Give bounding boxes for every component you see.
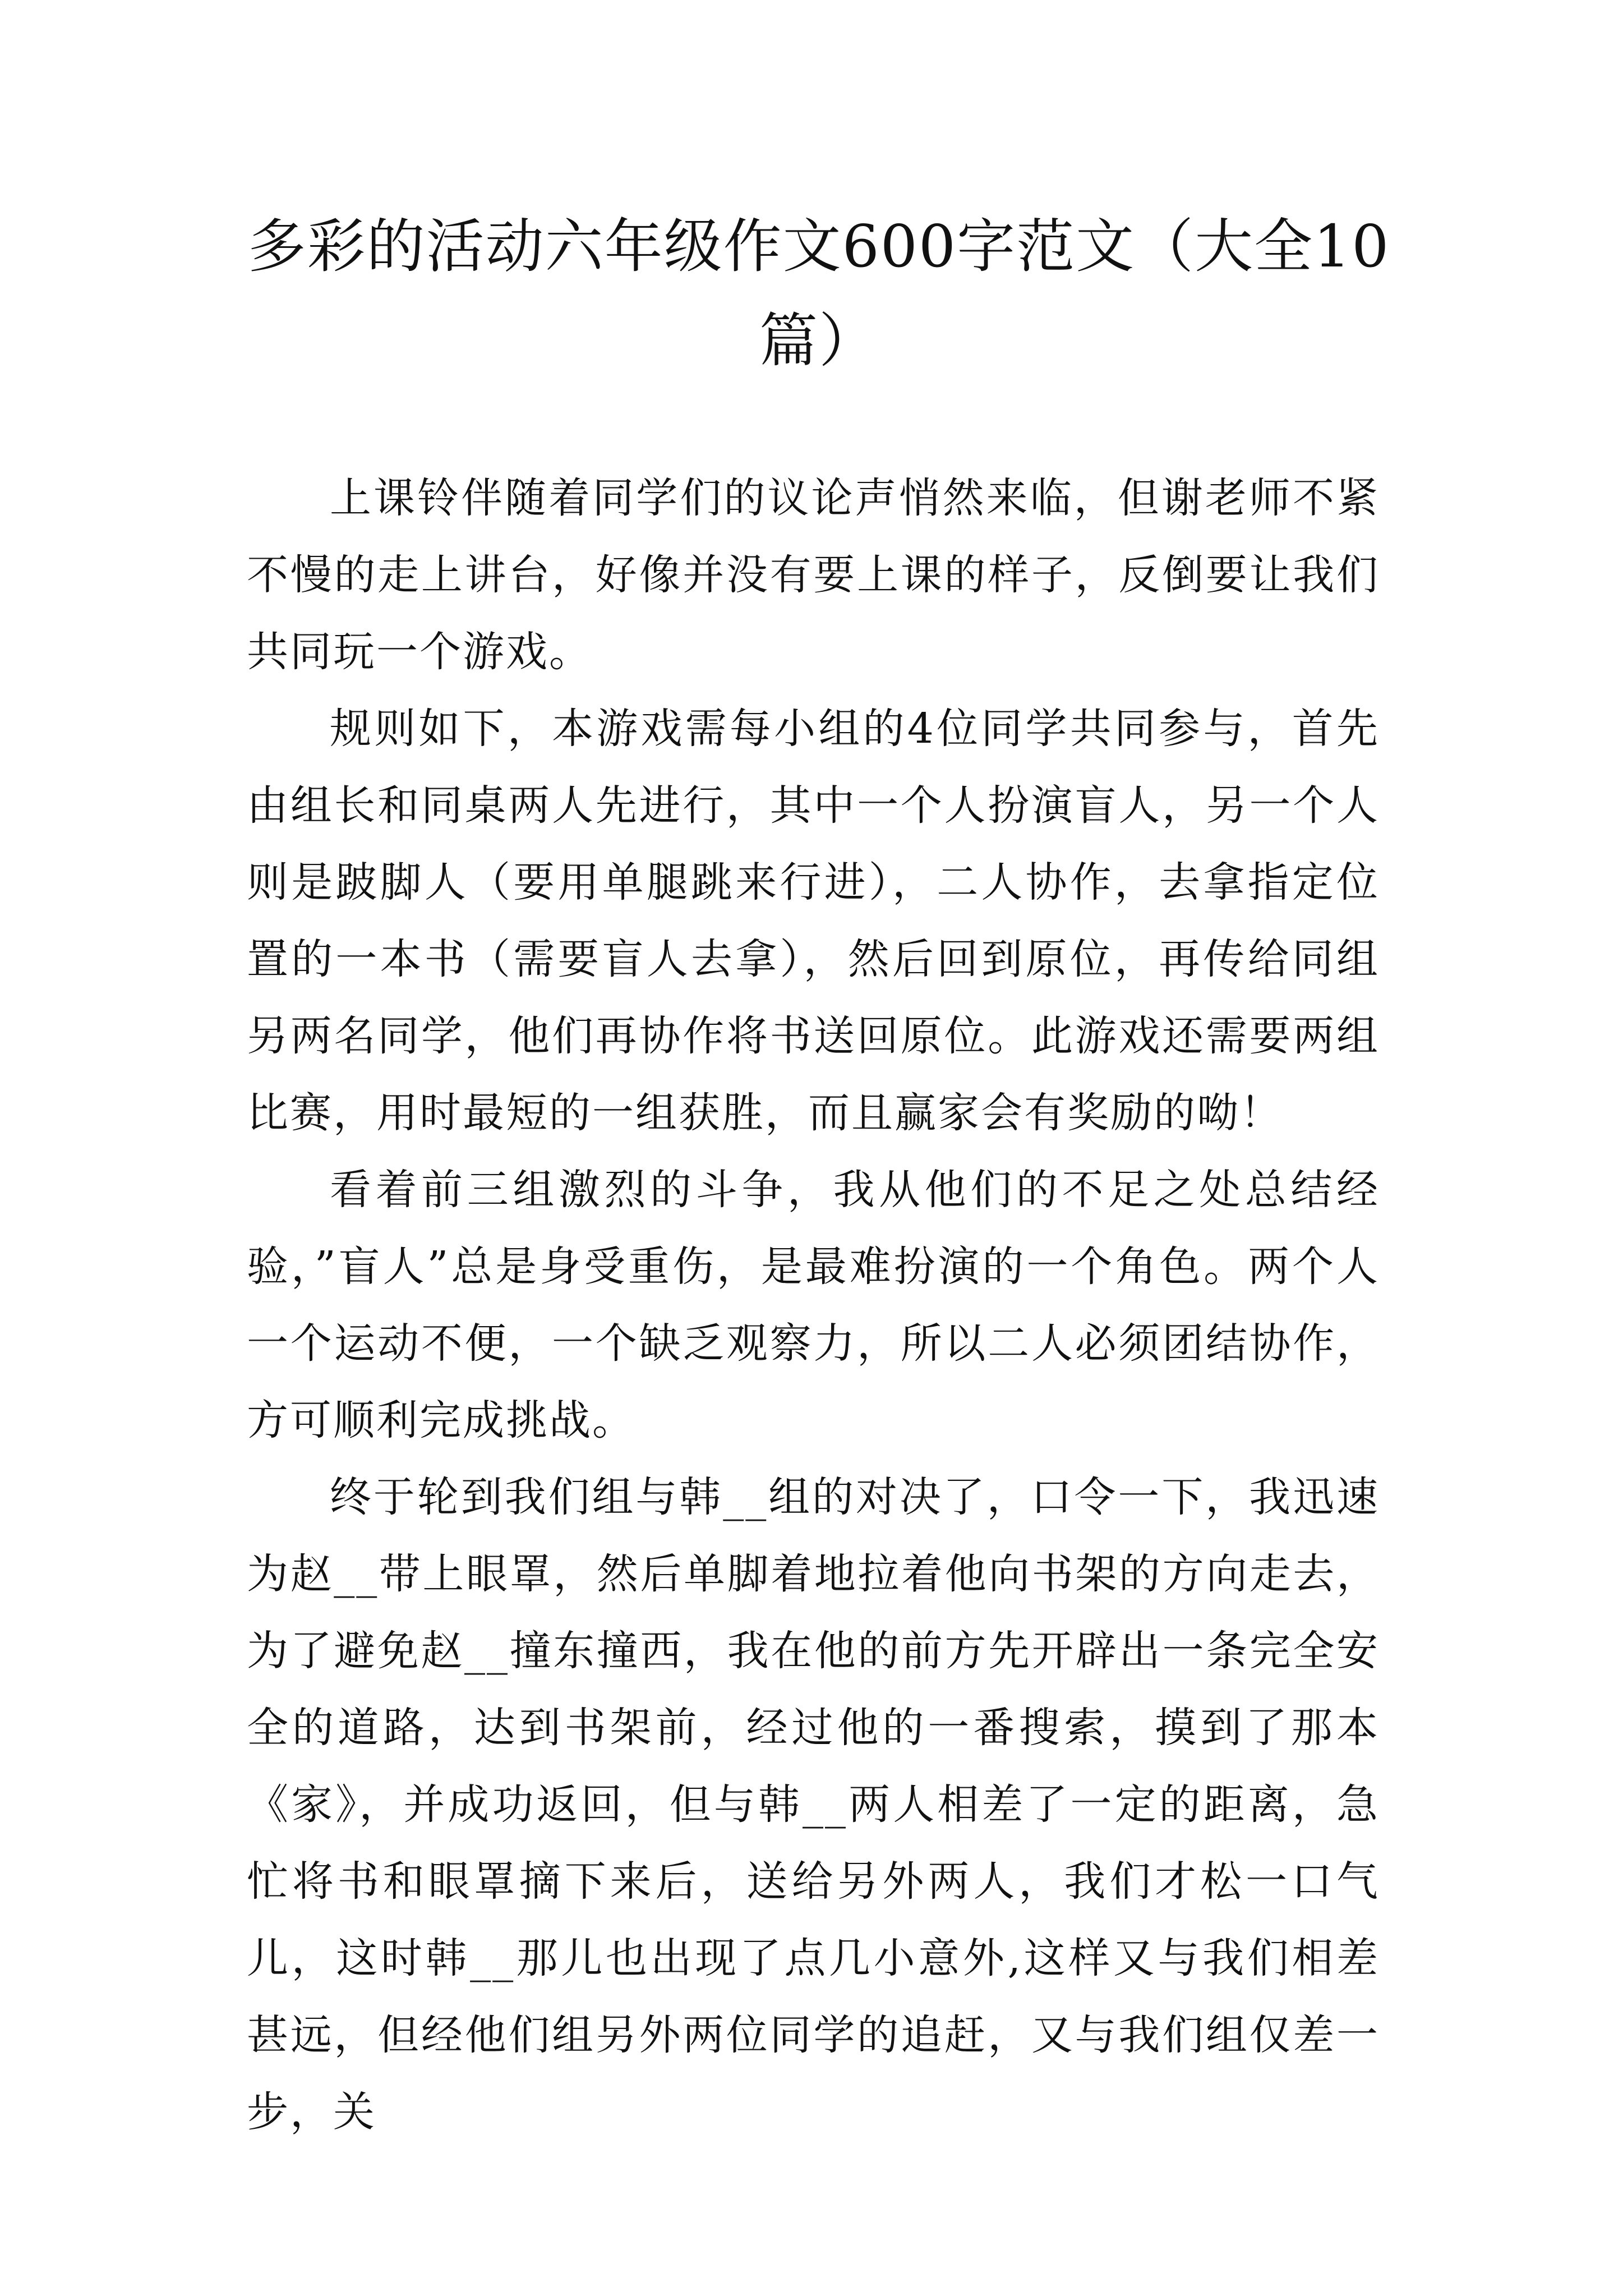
paragraph-1: 上课铃伴随着同学们的议论声悄然来临，但谢老师不紧不慢的走上讲台，好像并没有要上课的样子，反倒要让我们共同玩一个游戏。: [247, 474, 1380, 676]
document-title: 多彩的活动六年级作文600字范文（大全10篇）: [247, 212, 1390, 375]
paragraph-2: 规则如下，本游戏需每小组的4位同学共同参与，首先由组长和同桌两人先进行，其中一个人扮演盲人，另一个人则是跛脚人（要用单腿跳来行进），二人协作，去拿指定位置的一本书（需要盲人去拿），然后回到原位，再传给同组另两名同学，他们再协作将书送回原位。此游戏还需要两组比赛，用时最短的一组获胜，而且赢家会有奖励的呦！: [247, 705, 1380, 1137]
paragraph-3: 看着前三组激烈的斗争，我从他们的不足之处总结经验，”盲人”总是身受重伤，是最难扮演的一个角色。两个人一个运动不便，一个缺乏观察力，所以二人必须团结协作，方可顺利完成挑战。: [247, 1166, 1380, 1444]
paragraph-4: 终于轮到我们组与韩__组的对决了，口令一下，我迅速为赵__带上眼罩，然后单脚着地拉着他向书架的方向走去，为了避免赵__撞东撞西，我在他的前方先开辟出一条完全安全的道路，达到书架前，经过他的一番搜索，摸到了那本《家》，并成功返回，但与韩__两人相差了一定的距离，急忙将书和眼罩摘下来后，送给另外两人，我们才松一口气儿，这时韩__那儿也出现了点几小意外,这样又与我们相差甚远，但经他们组另外两位同学的追赶，又与我们组仅差一步，关: [247, 1473, 1380, 2136]
document-body: [247, 460, 1380, 2151]
